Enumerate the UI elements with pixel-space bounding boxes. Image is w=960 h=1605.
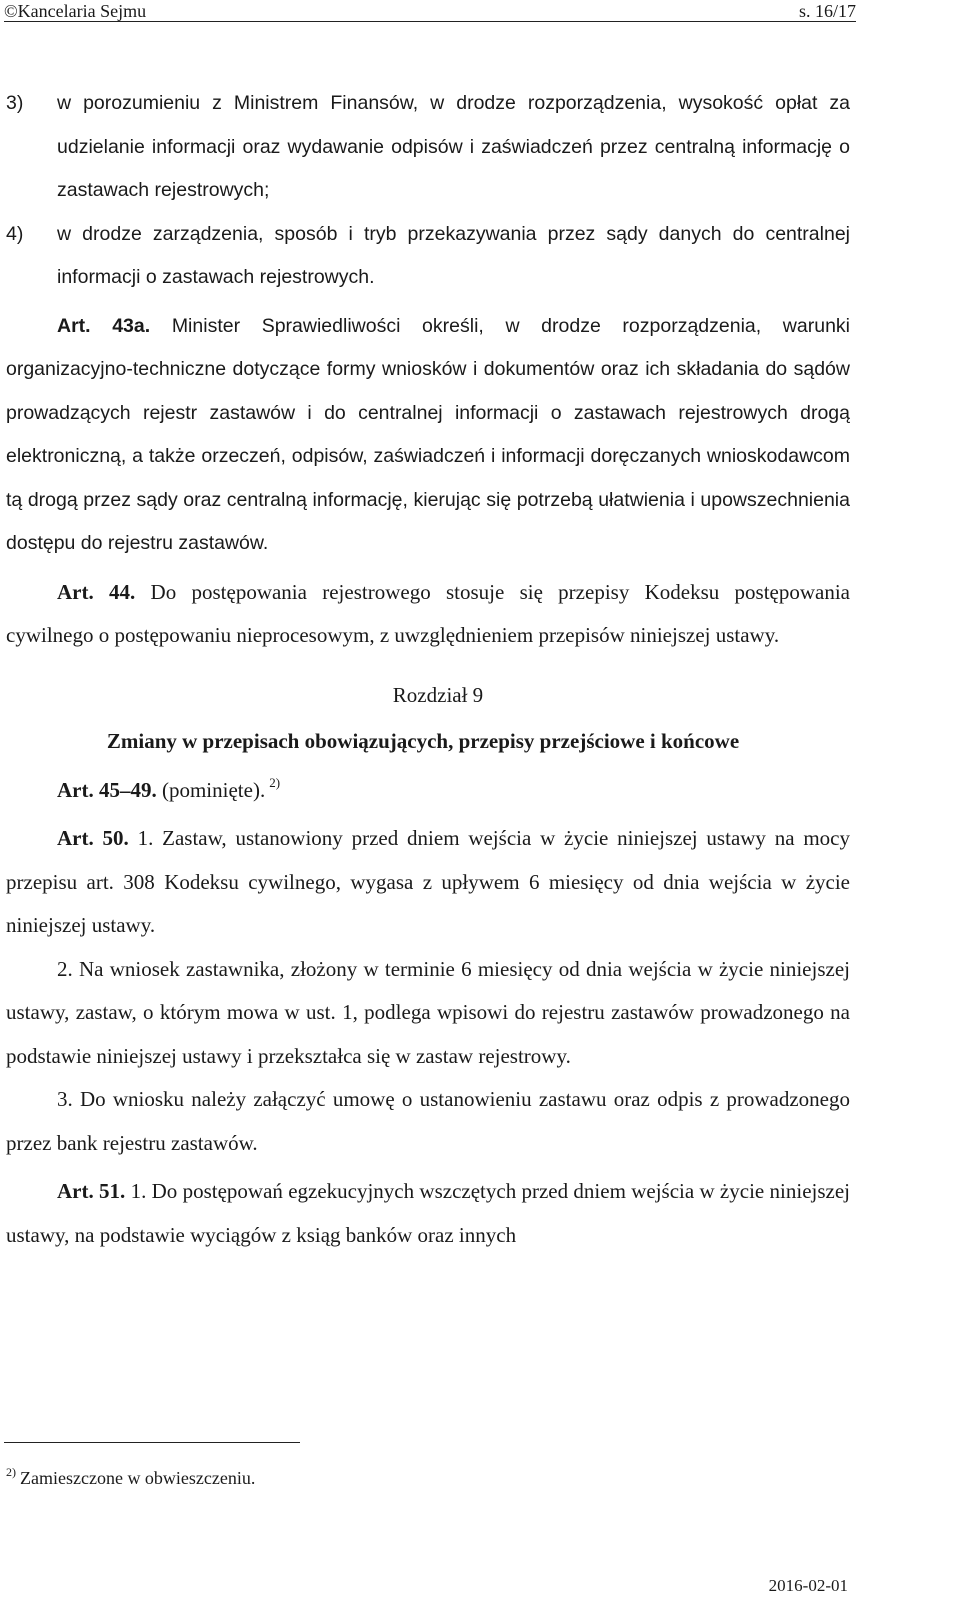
chapter-title: Rozdział 9 bbox=[392, 682, 484, 707]
page-header bbox=[4, 0, 856, 22]
article-51 bbox=[6, 1170, 850, 1257]
article-45-49 bbox=[6, 769, 850, 813]
chapter-subtitle: Zmiany w przepisach obowiązujących, przepisy przejściowe i końcowe bbox=[106, 729, 740, 753]
article-43a-text: Minister Sprawiedliwości określi, w drodze rozporządzenia, warunki organizacyjno-techniczne dotyczące formy wniosków i dokumentów oraz ich składania do sądów prowadzących rejestr zastawów i do centralnej informacji o zastawach rejestrowych drogą elektroniczną, a także orzeczeń, odpisów, zaświadczeń i informacji doręczanych wnioskodawcom tą drogą przez sądy oraz centralną informację, kierując się potrzebą ułatwienia i upowszechnienia dostępu do rejestru zastawów. bbox=[6, 314, 850, 554]
list-item-3-number: 3) bbox=[6, 92, 24, 114]
header-publisher: ©Kancelaria Sejmu bbox=[4, 1, 147, 21]
article-50-paragraph-1 bbox=[6, 817, 850, 948]
footnote-separator bbox=[4, 1442, 300, 1443]
article-51-text: 1. Do postępowań egzekucyjnych wszczętych przed dniem wejścia w życie niniejszej ustawy, na podstawie wyciągów z ksiąg banków oraz innych bbox=[6, 1179, 850, 1247]
list-item-3-text: w porozumieniu z Ministrem Finansów, w drodze rozporządzenia, wysokość opłat za udzielanie informacji oraz wydawanie odpisów i zaświadczeń przez centralną informację o zastawach rejestrowych; bbox=[57, 92, 850, 201]
article-43a bbox=[6, 305, 850, 566]
article-45-49-text: (pominięte). bbox=[161, 777, 266, 802]
document-body bbox=[6, 82, 850, 1257]
header-page-number: s. 16/17 bbox=[798, 1, 856, 21]
document-date: 2016-02-01 bbox=[768, 1576, 848, 1595]
footnote-reference[interactable]: 2) bbox=[269, 774, 281, 790]
article-51-label: Art. 51. bbox=[57, 1179, 126, 1203]
article-43a-label: Art. 43a. bbox=[57, 314, 151, 337]
article-44-text: Do postępowania rejestrowego stosuje się przepisy Kodeksu postępowania cywilnego o postępowaniu nieprocesowym, z uwzględnieniem przepisów niniejszej ustawy. bbox=[6, 579, 851, 647]
article-50-paragraph-2: 2. Na wniosek zastawnika, złożony w terminie 6 miesięcy od dnia wejścia w życie niniejszej ustawy, zastaw, o którym mowa w ust. 1, podlega wpisowi do rejestru zastawów prowadzonego na podstawie niniejszej ustawy i przekształca się w zastaw rejestrowy. bbox=[6, 956, 850, 1068]
list-item-4-text: w drodze zarządzenia, sposób i tryb przekazywania przez sądy danych do centralnej informacji o zastawach rejestrowych. bbox=[57, 222, 850, 288]
header-rule bbox=[4, 21, 856, 22]
article-50-label: Art. 50. bbox=[57, 826, 129, 850]
article-50-paragraph-1-text: 1. Zastaw, ustanowiony przed dniem wejścia w życie niniejszej ustawy na mocy przepisu art. 308 Kodeksu cywilnego, wygasa z upływem 6 miesięcy od dnia wejścia w życie niniejszej ustawy. bbox=[6, 826, 851, 937]
footnote-marker: 2) bbox=[6, 1465, 16, 1479]
article-50-paragraph-3: 3. Do wniosku należy załączyć umowę o ustanowieniu zastawu oraz odpis z prowadzonego przez bank rejestru zastawów. bbox=[6, 1087, 850, 1155]
list-item-4 bbox=[6, 213, 850, 300]
article-45-49-label: Art. 45–49. bbox=[57, 777, 157, 802]
footnote-text: Zamieszczone w obwieszczeniu. bbox=[20, 1468, 256, 1488]
footnote bbox=[6, 1466, 255, 1490]
list-item-3 bbox=[6, 82, 850, 213]
article-44 bbox=[6, 571, 850, 658]
article-44-label: Art. 44. bbox=[57, 579, 136, 604]
list-item-4-number: 4) bbox=[6, 222, 24, 245]
